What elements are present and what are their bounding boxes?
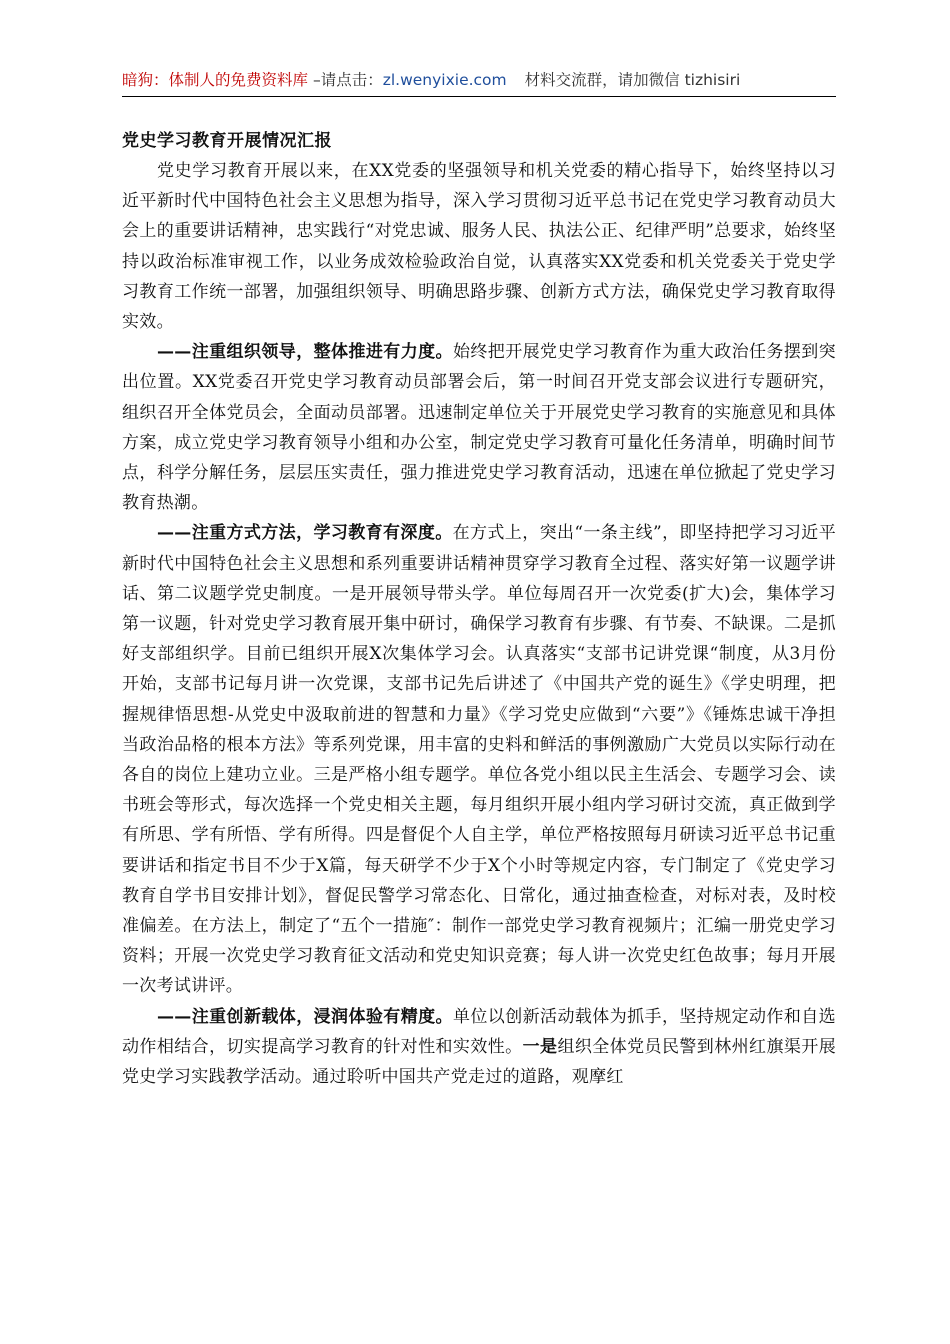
section-heading-innovation: ——注重创新载体，浸润体验有精度。 xyxy=(157,1006,453,1027)
header-divider xyxy=(122,96,836,97)
site-url-link[interactable]: zl.wenyixie.com xyxy=(382,71,507,89)
document-body xyxy=(122,126,836,1092)
section-body-innovation: 单位以创新活动载体为抓手，坚持规定动作和自选动作相结合，切实提高学习教育的针对性和实效性。 xyxy=(122,1006,836,1057)
section-body-methods: 在方式上，突出“一条主线”，即坚持把学习习近平新时代中国特色社会主义思想和系列重要讲话精神贯穿学习教育全过程、落实好第一议题学讲话、第二议题学党史制度。一是开展领导带头学。单位每周召开一次党委(扩大)会，集体学习第一议题，针对党史学习教育展开集中研讨，确保学习教育有步骤、有节奏、不缺课。二是抓好支部组织学。目前已组织开展X次集体学习会。认真落实“支部书记讲党课“制度，从3月份开始，支部书记每月讲一次党课，支部书记先后讲述了《中国共产党的诞生》《学史明理，把握规律悟思想-从党史中汲取前进的智慧和力量》《学习党史应做到“六要”》《锤炼忠诚干净担当政治品格的根本方法》等系列党课，用丰富的史料和鲜活的事例激励广大党员以实际行动在各自的岗位上建功立业。三是严格小组专题学。单位各党小组以民主生活会、专题学习会、读书班会等形式，每次选择一个党史相关主题，每月组织开展小组内学习研讨交流，真正做到学有所思、学有所悟、学有所得。四是督促个人自主学，单位严格按照每月研读习近平总书记重要讲话和指定书目不少于X篇，每天研学不少于X个小时等规定内容，专门制定了《党史学习教育自学书目安排计划》，督促民警学习常态化、日常化，通过抽查检查，对标对表，及时校准偏差。在方法上，制定了“五个一措施″：制作一部党史学习教育视频片；汇编一册党史学习资料；开展一次党史学习教育征文活动和党史知识竞赛；每人讲一次党史红色故事；每月开展一次考试讲评。 xyxy=(122,523,836,997)
site-brand: 暗狗：体制人的免费资料库 xyxy=(122,71,309,89)
site-header xyxy=(122,66,836,94)
section-bold-lead: 一是 xyxy=(522,1036,558,1057)
section-heading-organization: ——注重组织领导，整体推进有力度。 xyxy=(157,342,453,363)
document-title: 党史学习教育开展情况汇报 xyxy=(122,131,332,151)
intro-paragraph: 党史学习教育开展以来，在XX党委的坚强领导和机关党委的精心指导下，始终坚持以习近平新时代中国特色社会主义思想为指导，深入学习贯彻习近平总书记在党史学习教育动员大会上的重要讲话精神，忠实践行“对党忠诚、服务人民、执法公正、纪律严明”总要求，始终坚持以政治标准审视工作，以业务成效检验政治自觉，认真落实XX党委和机关党委关于党史学习教育工作统一部署，加强组织领导、明确思路步骤、创新方式方法，确保党史学习教育取得实效。 xyxy=(122,161,836,333)
section-heading-methods: ——注重方式方法，学习教育有深度。 xyxy=(157,523,453,544)
section-body-organization: 始终把开展党史学习教育作为重大政治任务摆到突出位置。XX党委召开党史学习教育动员部署会后，第一时间召开党支部会议进行专题研究，组织召开全体党员会，全面动员部署。迅速制定单位关于开展党史学习教育的实施意见和具体方案，成立党史学习教育领导小组和办公室，制定党史学习教育可量化任务清单，明确时间节点，科学分解任务，层层压实责任，强力推进党史学习教育活动，迅速在单位掀起了党史学习教育热潮。 xyxy=(122,342,836,514)
section-tail-innovation: 组织全体党员民警到林州红旗渠开展党史学习实践教学活动。通过聆听中国共产党走过的道路，观摩红 xyxy=(122,1036,836,1088)
wechat-contact: 材料交流群，请加微信 tizhisiri xyxy=(524,71,741,89)
section-paragraph-innovation xyxy=(122,1002,836,1093)
section-paragraph-organization xyxy=(122,337,836,518)
click-prompt: –请点击： xyxy=(308,71,383,89)
section-paragraph-methods xyxy=(122,518,836,1001)
